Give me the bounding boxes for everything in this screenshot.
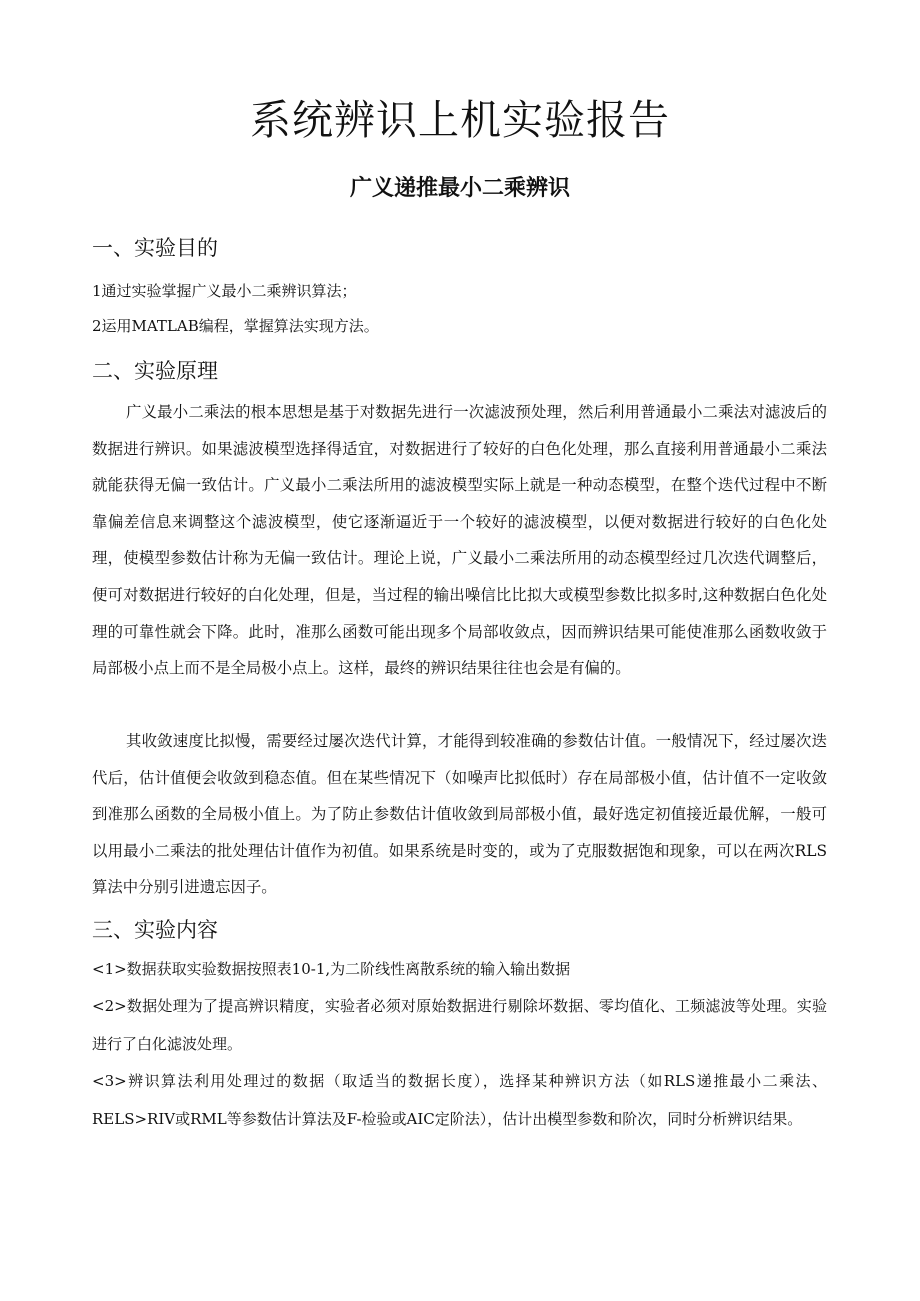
section-heading-content: 三、实验内容 bbox=[92, 918, 218, 942]
content-item-1: <1>数据获取实验数据按照表10-1,为二阶线性离散系统的输入输出数据 bbox=[92, 960, 571, 978]
principle-paragraph-2: 其收敛速度比拟慢，需要经过屡次迭代计算，才能得到较准确的参数估计值。一般情况下，经过屡次迭代后，估计值便会收敛到稳态值。但在某些情况下（如噪声比拟低时）存在局部极小值，估计值不一定收敛到准那么函数的全局极小值上。为了防止参数估计值收敛到局部极小值，最好选定初值接近最优解，一般可以用最小二乘法的批处理估计值作为初值。如果系统是时变的，或为了克服数据饱和现象，可以在两次RLS算法中分别引进遗忘因子。 bbox=[92, 732, 827, 897]
content-item-3: <3>辨识算法利用处理过的数据（取适当的数据长度），选择某种辨识方法（如RLS递推最小二乘法、RELS>RIV或RML等参数估计算法及F-检验或AIC定阶法），估计出模型参数和阶次，同时分析辨识结果。 bbox=[92, 1072, 827, 1128]
document-subtitle: 广义递推最小二乘辨识 bbox=[349, 176, 570, 201]
section-heading-purpose: 一、实验目的 bbox=[92, 236, 218, 260]
purpose-item-2: 2运用MATLAB编程，掌握算法实现方法。 bbox=[92, 317, 379, 335]
content-item-2: <2>数据处理为了提高辨识精度，实验者必须对原始数据进行剔除坏数据、零均值化、工频滤波等处理。实验进行了白化滤波处理。 bbox=[92, 997, 827, 1053]
principle-paragraph-1: 广义最小二乘法的根本思想是基于对数据先进行一次滤波预处理，然后利用普通最小二乘法对滤波后的数据进行辨识。如果滤波模型选择得适宜，对数据进行了较好的白色化处理，那么直接利用普通最小二乘法就能获得无偏一致估计。广义最小二乘法所用的滤波模型实际上就是一种动态模型，在整个迭代过程中不断靠偏差信息来调整这个滤波模型，使它逐渐逼近于一个较好的滤波模型，以便对数据进行较好的白色化处理，使模型参数估计称为无偏一致估计。理论上说，广义最小二乘法所用的动态模型经过几次迭代调整后，便可对数据进行较好的白化处理，但是，当过程的输出噪信比比拟大或模型参数比拟多时,这种数据白色化处理的可靠性就会下降。此时，准那么函数可能出现多个局部收敛点，因而辨识结果可能使准那么函数收敛于局部极小点上而不是全局极小点上。这样，最终的辨识结果往往也会是有偏的。 bbox=[92, 403, 827, 678]
section-heading-principle: 二、实验原理 bbox=[92, 359, 218, 383]
purpose-item-1: 1通过实验掌握广义最小二乘辨识算法； bbox=[92, 282, 357, 300]
document-title: 系统辨识上机实验报告 bbox=[250, 96, 670, 144]
